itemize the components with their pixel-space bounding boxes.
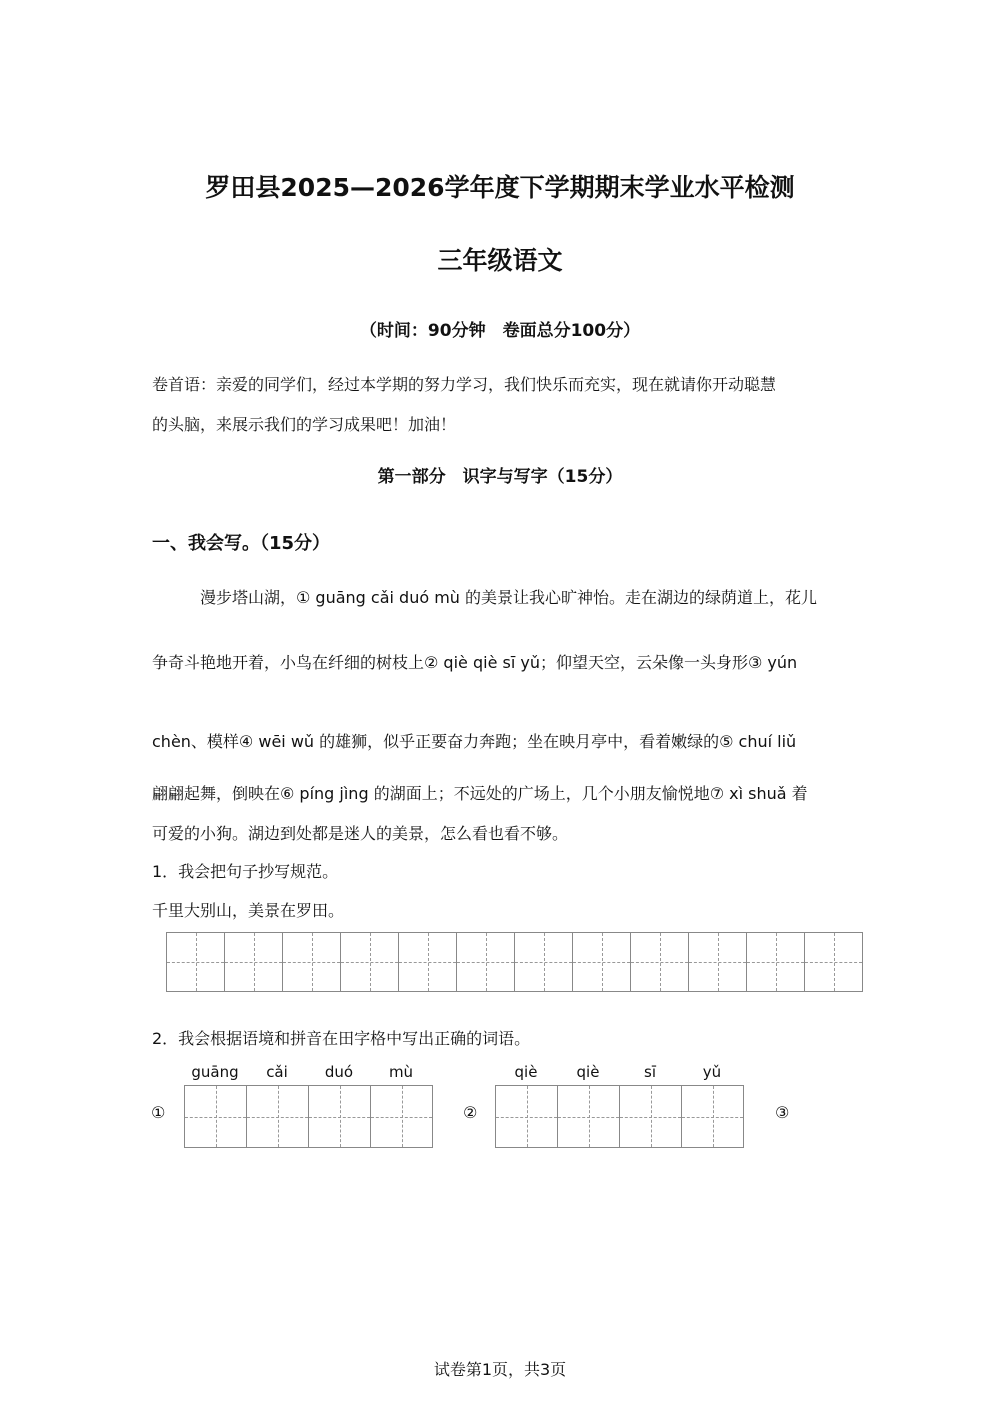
passage-line-5: 可爱的小狗。湖边到处都是迷人的美景，怎么看也看不够。 [152, 824, 569, 843]
page-footer: 试卷第1页，共3页 [433, 1360, 567, 1379]
tianzige-cell[interactable] [630, 932, 689, 992]
passage-line-4: 翩翩起舞，倒映在⑥ píng jìng 的湖面上；不远处的广场上，几个小朋友愉悦地⑦ xì shuǎ 着 [152, 784, 808, 803]
tianzige-cell[interactable] [746, 932, 805, 992]
tianzige-cell[interactable] [398, 932, 457, 992]
tianzige-cell[interactable] [572, 932, 631, 992]
pinyin-label: sī [644, 1063, 656, 1081]
word-grid-2[interactable] [495, 1085, 744, 1148]
tianzige-cell[interactable] [456, 932, 515, 992]
tianzige-cell[interactable] [370, 1085, 433, 1148]
tianzige-cell[interactable] [619, 1085, 682, 1148]
pinyin-label: yǔ [702, 1063, 722, 1081]
q2-prompt: 2．我会根据语境和拼音在田字格中写出正确的词语。 [152, 1029, 531, 1048]
preface-line-2: 的头脑，来展示我们的学习成果吧！加油！ [152, 415, 457, 434]
tianzige-cell[interactable] [804, 932, 863, 992]
tianzige-cell[interactable] [514, 932, 573, 992]
q1-prompt: 1．我会把句子抄写规范。 [152, 862, 339, 881]
tianzige-cell[interactable] [166, 932, 225, 992]
exam-info: （时间：90分钟 卷面总分100分） [359, 321, 641, 341]
copy-writing-grid[interactable] [166, 932, 865, 992]
exam-title: 罗田县2025—2026学年度下学期期末学业水平检测 [205, 173, 795, 202]
preface-line-1: 卷首语：亲爱的同学们，经过本学期的努力学习，我们快乐而充实，现在就请你开动聪慧 [152, 375, 777, 394]
tianzige-cell[interactable] [495, 1085, 558, 1148]
passage-line-2: 争奇斗艳地开着，小鸟在纤细的树枝上② qiè qiè sī yǔ；仰望天空，云朵像一头身形③ yún [152, 653, 798, 672]
q1-sentence: 千里大别山，美景在罗田。 [152, 901, 345, 920]
group-1-marker: ① [151, 1103, 166, 1122]
pinyin-label: qiè [514, 1063, 538, 1081]
word-grid-1[interactable] [184, 1085, 433, 1148]
pinyin-label: mù [388, 1063, 414, 1081]
tianzige-cell[interactable] [282, 932, 341, 992]
pinyin-label: cǎi [266, 1063, 288, 1081]
tianzige-cell[interactable] [224, 932, 283, 992]
grade-subject: 三年级语文 [437, 246, 563, 275]
group-2-marker: ② [463, 1103, 478, 1122]
tianzige-cell[interactable] [308, 1085, 371, 1148]
pinyin-label: qiè [576, 1063, 600, 1081]
tianzige-cell[interactable] [246, 1085, 309, 1148]
section1-title: 一、我会写。（15分） [152, 533, 331, 554]
passage-line-1: 漫步塔山湖，① guāng cǎi duó mù 的美景让我心旷神怡。走在湖边的绿荫道上，花儿 [200, 588, 818, 607]
tianzige-cell[interactable] [340, 932, 399, 992]
passage-line-3: chèn、模样④ wēi wǔ 的雄狮，似乎正要奋力奔跑；坐在映月亭中，看着嫩绿的⑤ chuí liǔ [152, 732, 797, 751]
tianzige-cell[interactable] [557, 1085, 620, 1148]
pinyin-label: guāng [191, 1063, 239, 1081]
tianzige-cell[interactable] [688, 932, 747, 992]
pinyin-label: duó [324, 1063, 354, 1081]
tianzige-cell[interactable] [184, 1085, 247, 1148]
tianzige-cell[interactable] [681, 1085, 744, 1148]
part1-title: 第一部分 识字与写字（15分） [377, 467, 623, 487]
group-3-marker: ③ [775, 1103, 790, 1122]
